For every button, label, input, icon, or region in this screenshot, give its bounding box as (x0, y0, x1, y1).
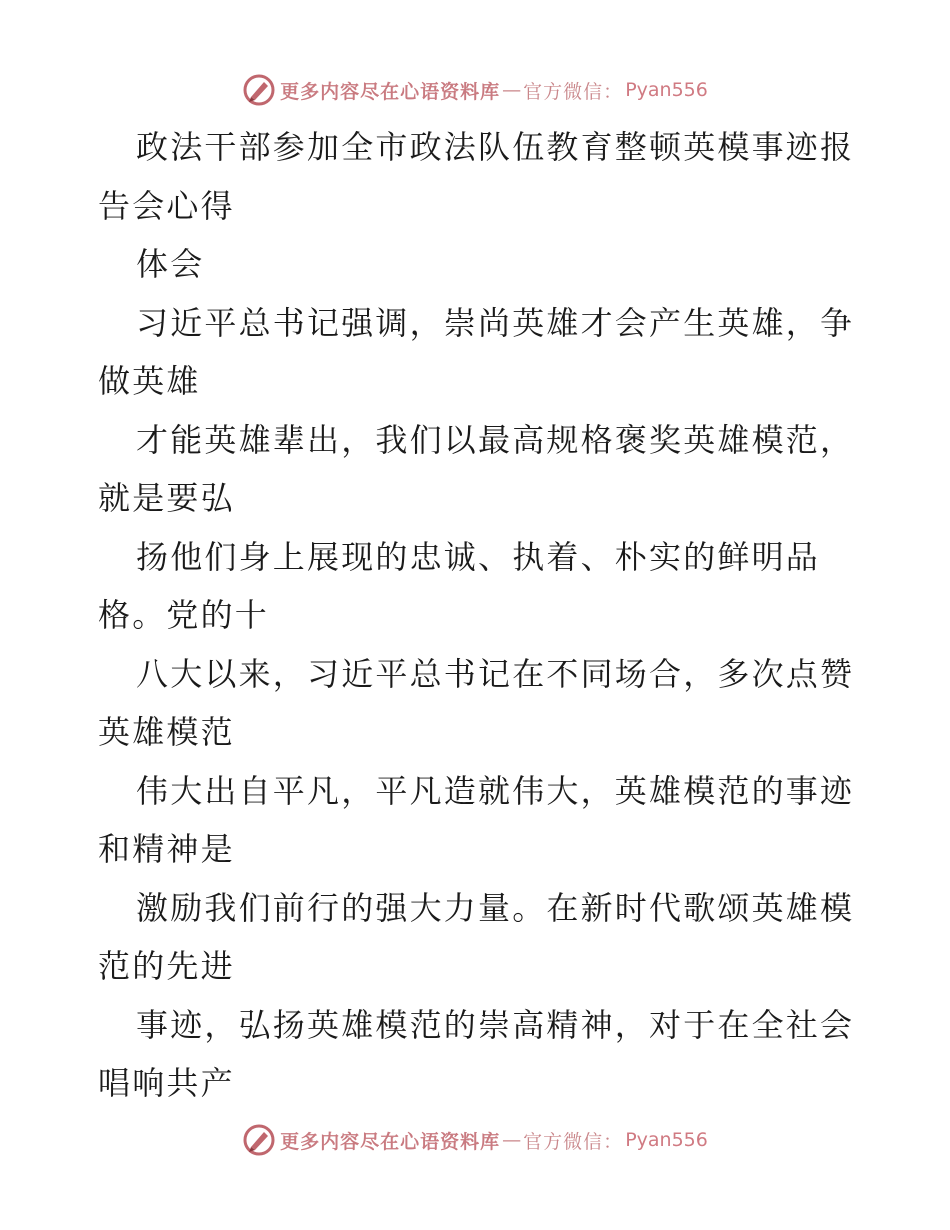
text-line: 扬他们身上展现的忠诚、执着、朴实的鲜明品 (136, 537, 821, 576)
pen-logo-icon (242, 1123, 276, 1157)
text-line: 八大以来，习近平总书记在不同场合，多次点赞 (136, 654, 855, 693)
text-line: 激励我们前行的强大力量。在新时代歌颂英雄模 (136, 888, 855, 927)
banner-wechat-label: 官方微信： (523, 1130, 624, 1153)
text-line: 政法干部参加全市政法队伍教育整顿英模事迹报 (136, 128, 855, 166)
banner-separator: — (502, 1129, 522, 1151)
banner-site-text: 更多内容尽在心语资料库 (280, 1130, 501, 1153)
banner-site-text: 更多内容尽在心语资料库 (280, 80, 501, 103)
banner-wechat-id: Pyan556 (625, 1129, 708, 1151)
banner-separator: — (502, 79, 522, 101)
text-line: 英雄模范 (98, 713, 235, 751)
text-line: 和精神是 (98, 830, 235, 868)
text-line: 才能英雄辈出，我们以最高规格褒奖英雄模范， (136, 420, 855, 459)
document-body (98, 118, 858, 1113)
text-line: 习近平总书记强调，崇尚英雄才会产生英雄，争 (136, 303, 855, 342)
text-line: 事迹，弘扬英雄模范的崇高精神，对于在全社会 (136, 1005, 855, 1044)
text-line: 格。党的十 (98, 596, 270, 634)
banner-wechat-id: Pyan556 (625, 79, 708, 101)
text-line: 体会 (136, 245, 205, 283)
text-line: 告会心得 (98, 186, 235, 225)
text-line: 伟大出自平凡，平凡造就伟大，英雄模范的事迹 (136, 771, 855, 810)
footer-watermark-banner (0, 1120, 950, 1160)
pen-logo-icon (242, 73, 276, 107)
text-line: 范的先进 (98, 947, 235, 985)
text-line: 做英雄 (98, 362, 201, 400)
header-watermark-banner (0, 70, 950, 110)
text-line: 就是要弘 (98, 479, 235, 517)
banner-wechat-label: 官方微信： (523, 80, 624, 103)
text-line: 唱响共产 (98, 1064, 235, 1102)
